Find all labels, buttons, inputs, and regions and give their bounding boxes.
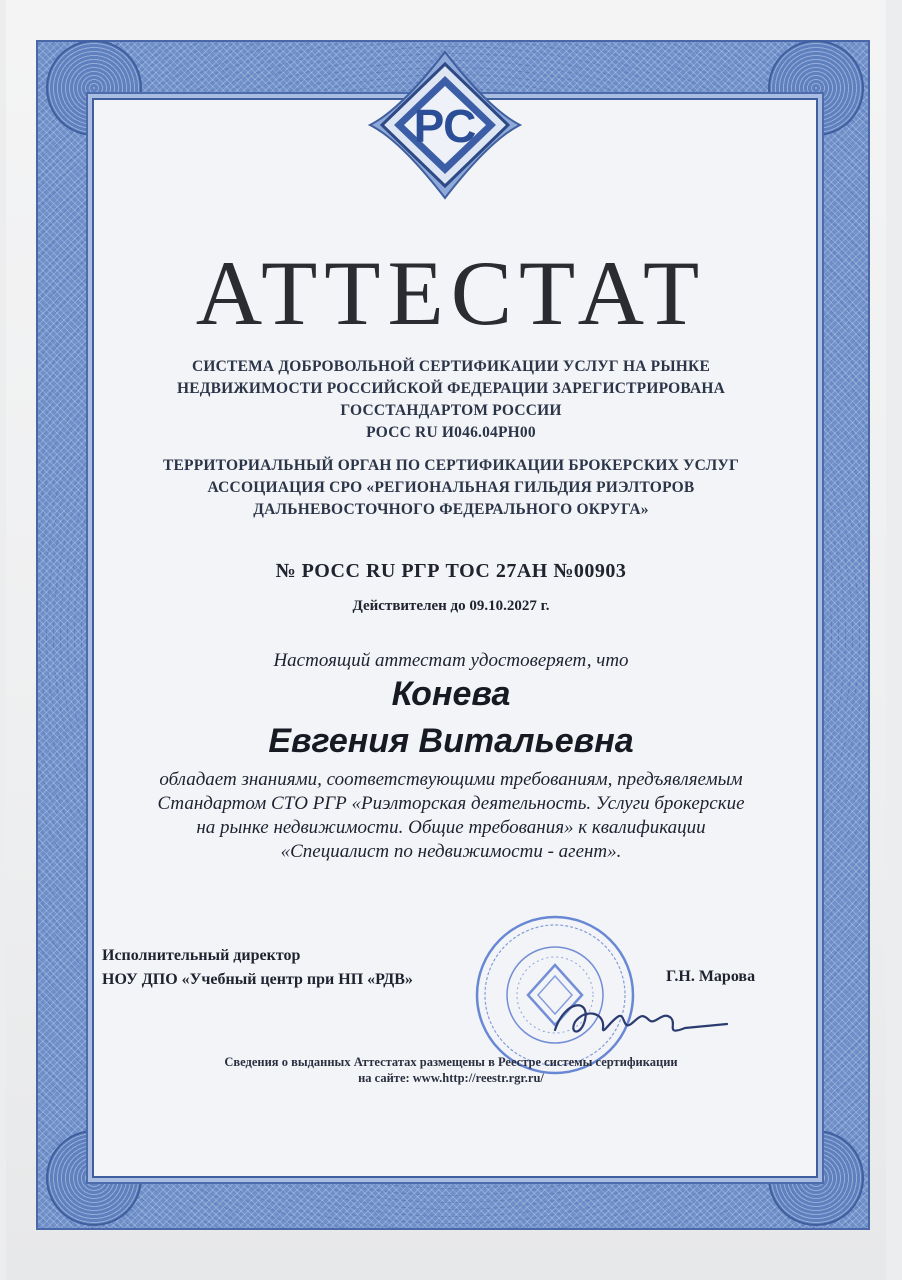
signatory-organization: НОУ ДПО «Учебный центр при НП «РДВ» — [102, 971, 413, 988]
signatory-block — [102, 944, 413, 992]
footer-line: Сведения о выданных Аттестатах размещены в Реестре системы сертификации — [224, 1055, 678, 1069]
description-line: обладает знаниями, соответствующими требованиям, предъявляемым — [159, 769, 743, 790]
handwritten-signature — [545, 990, 735, 1050]
intro-text: Настоящий аттестат удостоверяет, что — [273, 650, 629, 671]
certification-system-block — [0, 356, 902, 444]
footer-line: на сайте: www.http://reestr.rgr.ru/ — [358, 1071, 544, 1085]
system-line: РОСС RU И046.04РН00 — [366, 424, 536, 441]
organ-line: ТЕРРИТОРИАЛЬНЫЙ ОРГАН ПО СЕРТИФИКАЦИИ БРОКЕРСКИХ УСЛУГ — [162, 457, 740, 474]
system-line: ГОССТАНДАРТОМ РОССИИ — [340, 402, 562, 419]
document-title: АТТЕСТАТ — [195, 242, 707, 344]
description-line: Стандартом СТО РГР «Риэлторская деятельность. Услуги брокерские — [157, 793, 745, 814]
signatory-position: Исполнительный директор — [102, 947, 301, 964]
holder-surname: Конева — [391, 675, 511, 713]
certificate-number: № РОСС RU РГР ТОС 27АН №00903 — [275, 560, 627, 582]
logo-letters: РС — [413, 100, 477, 152]
qualification-description — [0, 768, 902, 864]
organ-line: АССОЦИАЦИЯ СРО «РЕГИОНАЛЬНАЯ ГИЛЬДИЯ РИЭЛТОРОВ — [207, 479, 695, 496]
system-line: НЕДВИЖИМОСТИ РОССИЙСКОЙ ФЕДЕРАЦИИ ЗАРЕГИСТРИРОВАНА — [176, 380, 726, 397]
certification-organ-block — [0, 455, 902, 521]
organ-line: ДАЛЬНЕВОСТОЧНОГО ФЕДЕРАЛЬНОГО ОКРУГА» — [253, 501, 649, 518]
system-line: СИСТЕМА ДОБРОВОЛЬНОЙ СЕРТИФИКАЦИИ УСЛУГ НА РЫНКЕ — [191, 358, 710, 375]
description-line: «Специалист по недвижимости - агент». — [280, 841, 622, 862]
holder-given-names: Евгения Витальевна — [268, 722, 634, 760]
rgr-diamond-logo-icon — [360, 50, 530, 200]
signatory-name: Г.Н. Марова — [666, 968, 756, 985]
registry-footer — [0, 1054, 902, 1086]
validity-date: Действителен до 09.10.2027 г. — [352, 598, 550, 614]
description-line: на рынке недвижимости. Общие требования» к квалификации — [196, 817, 706, 838]
